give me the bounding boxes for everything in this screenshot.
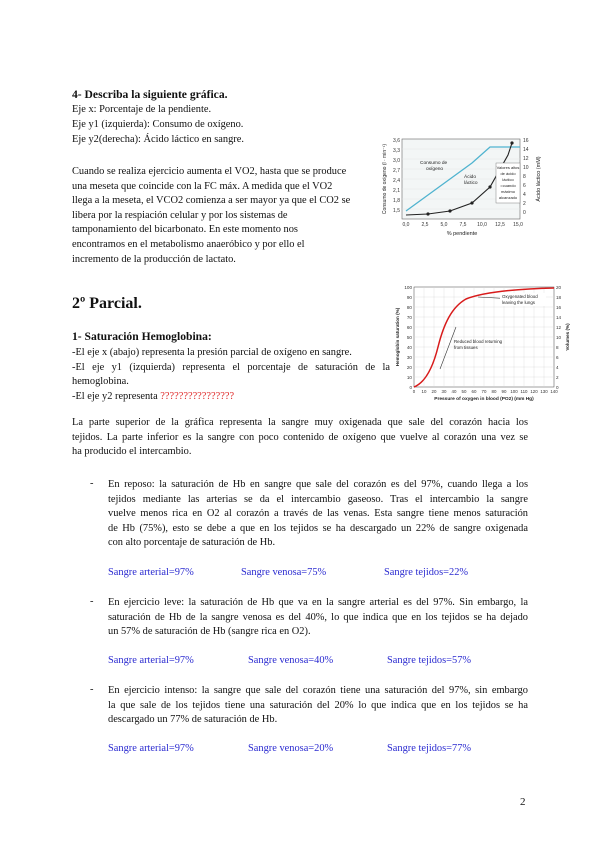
x-tick: 60 (471, 389, 477, 394)
value-tissues: Sangre tejidos=57% (387, 655, 472, 666)
paragraph-line: encontramos en el metabolismo anaeróbico y por ello el (72, 238, 305, 250)
y-right-axis-label: Ácido láctico (mM) (536, 156, 542, 202)
paragraph-line: una meseta que coincide con la FC máx. A medida que el VO2 (72, 180, 333, 192)
x-tick: 70 (481, 389, 487, 394)
y-right-tick: 6 (523, 183, 526, 189)
y-right-tick: 20 (556, 285, 562, 290)
y-right-tick: 8 (556, 345, 559, 350)
y-right-tick: 0 (523, 210, 526, 216)
y-left-tick: 30 (406, 355, 412, 360)
x-tick: 120 (530, 389, 538, 394)
bullet-text (108, 478, 528, 551)
value-tissues: Sangre tejidos=77% (387, 743, 472, 754)
y-left-tick: 2,4 (393, 178, 400, 184)
bullet-line: con alto porcentaje de saturación de Hb. (108, 537, 276, 549)
section-title: 2º Parcial. (72, 295, 142, 312)
y-right-tick: 6 (556, 355, 559, 360)
y-right-axis-label: Volumes (%) (565, 323, 570, 351)
oxygen-annotation: oxígeno (426, 167, 444, 172)
x-tick: 12,5 (495, 222, 505, 228)
bullet-marker: - (90, 478, 94, 489)
bullet-line: la que sale de los tejidos tiene una saturación del 20% lo que indica que en los tejidos se ha (108, 699, 528, 711)
axis-x-line: -El eje x (abajo) representa la presión parcial de oxígeno en sangre. (72, 347, 352, 358)
bullet-text (108, 684, 528, 728)
bullet-line: vuelve menos rica en O2 al corazón a través de las venas. Esta sangre tiene menos saturación (108, 508, 528, 520)
y-left-tick: 1,8 (393, 198, 400, 204)
y-left-axis-label: Consumo de oxígeno (l · min⁻¹) (382, 143, 388, 215)
y-left-tick: 100 (404, 285, 412, 290)
bullet-line: un 57% de saturación de Hb (sangre rica en O2). (108, 626, 311, 638)
x-tick: 20 (431, 389, 437, 394)
axis-y1-line-continued: hemoglobina. (72, 376, 129, 388)
bullet-line: tejidos mediante las arterias se da el intercambio gaseoso. Tras el intercambio la sangre (108, 493, 528, 505)
section-4-paragraph (72, 165, 372, 267)
x-tick: 10 (421, 389, 427, 394)
bullet-line: saturación de Hb de la sangre venosa es del 40%, lo que indica que en los tejidos se ha dejado (108, 611, 528, 623)
y-right-tick: 16 (556, 305, 562, 310)
y-right-tick: 12 (523, 156, 529, 162)
bullet-line: En ejercicio intenso: la sangre que sale del corazón tiene una saturación del 97%, sin embargo (108, 685, 528, 696)
section-1-heading: 1- Saturación Hemoglobina: (72, 330, 212, 343)
y-right-tick: 12 (556, 325, 562, 330)
bullet-line: de Hb (75%), esto se debe a que en los tejidos se ha descargado un 22% de sangre oxigenada (108, 522, 528, 534)
y-right-tick: 4 (556, 365, 559, 370)
section-4-heading: 4- Describa la siguiente gráfica. (72, 88, 228, 101)
bullet-text (108, 596, 528, 640)
y-left-tick: 50 (406, 335, 412, 340)
x-tick: 5,0 (440, 222, 448, 228)
x-tick: 7,5 (459, 222, 467, 228)
x-tick: 50 (461, 389, 467, 394)
y-right-tick: 2 (556, 375, 559, 380)
y-left-tick: 1,5 (393, 208, 400, 214)
value-arterial: Sangre arterial=97% (108, 655, 194, 666)
paragraph-line: tejidos. La parte inferior es la sangre con poco contenido de oxígeno que vuelve al corazón una vez se (72, 431, 528, 443)
note-annotation: alcanzado (498, 195, 518, 200)
y-right-tick: 14 (556, 315, 562, 320)
note-annotation: máximo (500, 189, 516, 194)
x-tick: 0,0 (402, 222, 410, 228)
axis-y2-text: -El eje y2 representa (72, 390, 161, 402)
x-tick: 30 (441, 389, 447, 394)
x-tick: 90 (501, 389, 507, 394)
x-axis-label: Pressure of oxygen in blood (PO2) (mm Hg) (434, 397, 534, 401)
y-right-tick: 8 (523, 174, 526, 180)
section-1-axes (72, 346, 390, 404)
y-left-tick: 40 (406, 345, 412, 350)
x-tick: 130 (540, 389, 548, 394)
value-arterial: Sangre arterial=97% (108, 567, 194, 578)
y-left-tick: 3,6 (393, 138, 400, 144)
oxygenated-annotation: leaving the lungs (502, 300, 535, 305)
y-right-tick: 18 (556, 295, 562, 300)
figure-hemoglobin-saturation-chart (394, 283, 574, 401)
y-right-tick: 16 (523, 138, 529, 144)
value-arterial: Sangre arterial=97% (108, 743, 194, 754)
y-left-axis-label: Hemoglobin saturation (%) (395, 307, 400, 367)
paragraph-line: incremento de la producción de lactato. (72, 253, 236, 265)
y-left-tick: 60 (406, 325, 412, 330)
axis-x-description: Eje x: Porcentaje de la pendiente. (72, 104, 212, 115)
lactic-annotation: láctico (464, 181, 478, 186)
note-annotation: Valores altos (496, 165, 520, 170)
oxygenated-annotation: Oxygenated blood (502, 294, 538, 299)
x-tick: 15,0 (513, 222, 523, 228)
value-tissues: Sangre tejidos=22% (384, 567, 469, 578)
reduced-annotation: from tissues (454, 345, 478, 350)
y-left-tick: 2,7 (393, 168, 400, 174)
x-axis-label: % pendiente (446, 231, 478, 237)
y-left-tick: 20 (406, 365, 412, 370)
section-1-paragraph (72, 416, 528, 460)
paragraph-line: Cuando se realiza ejercicio aumenta el VO2, hasta que se produce (72, 166, 347, 177)
note-annotation: láctico (502, 177, 514, 182)
bullet-line: En ejercicio leve: la saturación de Hb que va en la sangre arterial es del 97%. Sin embargo, la (108, 597, 528, 608)
bullet-line: descargado un 77% de saturación de Hb. (108, 714, 278, 726)
x-tick: 140 (550, 389, 558, 394)
paragraph-line: llega a la meseta, el VCO2 comienza a ser mayor ya que el CO2 se (72, 195, 351, 207)
bullet-marker: - (90, 596, 94, 607)
y-left-tick: 3,3 (393, 148, 400, 154)
y-right-tick: 0 (556, 385, 559, 390)
paragraph-line: libera por la respiación celular y por los sistemas de (72, 209, 288, 221)
y-left-tick: 10 (406, 375, 412, 380)
value-venous: Sangre venosa=40% (248, 655, 334, 666)
x-tick: 0 (412, 389, 416, 394)
y-left-tick: 3,0 (393, 158, 400, 164)
oxygen-annotation: Consumo de (420, 161, 448, 166)
value-venous: Sangre venosa=75% (241, 567, 327, 578)
y-right-tick: 4 (523, 192, 526, 198)
x-tick: 80 (491, 389, 497, 394)
y-right-tick: 10 (523, 165, 529, 171)
y-right-tick: 14 (523, 147, 529, 153)
x-tick: 10,0 (477, 222, 487, 228)
value-venous: Sangre venosa=20% (248, 743, 334, 754)
paragraph-line: ha producido el intercambio. (72, 446, 192, 458)
unknown-marks: ???????????????? (160, 390, 235, 402)
y-left-tick: 0 (409, 385, 412, 390)
y-left-tick: 2,1 (393, 188, 400, 194)
bullet-marker: - (90, 684, 94, 695)
x-tick: 110 (520, 389, 528, 394)
axis-y1-line: -El eje y1 (izquierda) representa el porcentaje de saturación de la (72, 361, 390, 373)
reduced-annotation: Reduced blood returning (454, 339, 503, 344)
page-number: 2 (520, 796, 526, 808)
y-left-tick: 70 (406, 315, 412, 320)
axis-y1-description: Eje y1 (izquierda): Consumo de oxígeno. (72, 119, 244, 130)
x-tick: 40 (451, 389, 457, 394)
lactic-annotation: Ácido (464, 175, 476, 180)
axis-y2-description: Eje y2(derecha): Ácido láctico en sangre. (72, 134, 244, 145)
note-annotation: de ácido (500, 171, 516, 176)
x-tick: 2,5 (421, 222, 429, 228)
paragraph-line: tamponamiento del bicarbonato. En este momento nos (72, 224, 298, 236)
x-tick: 100 (510, 389, 518, 394)
y-right-tick: 10 (556, 335, 562, 340)
y-right-tick: 2 (523, 201, 526, 207)
y-left-tick: 90 (406, 295, 412, 300)
note-annotation: =cuando (500, 183, 516, 188)
y-left-tick: 80 (406, 305, 412, 310)
figure-oxygen-lactate-chart (378, 133, 548, 245)
bullet-line: En reposo: la saturación de Hb en sangre que sale del corazón es del 97%, cuando llega a los (108, 479, 528, 490)
paragraph-line: La parte superior de la gráfica representa la sangre muy oxigenada que sale del corazón hacia los (72, 417, 528, 428)
axis-y2-line (72, 390, 390, 405)
